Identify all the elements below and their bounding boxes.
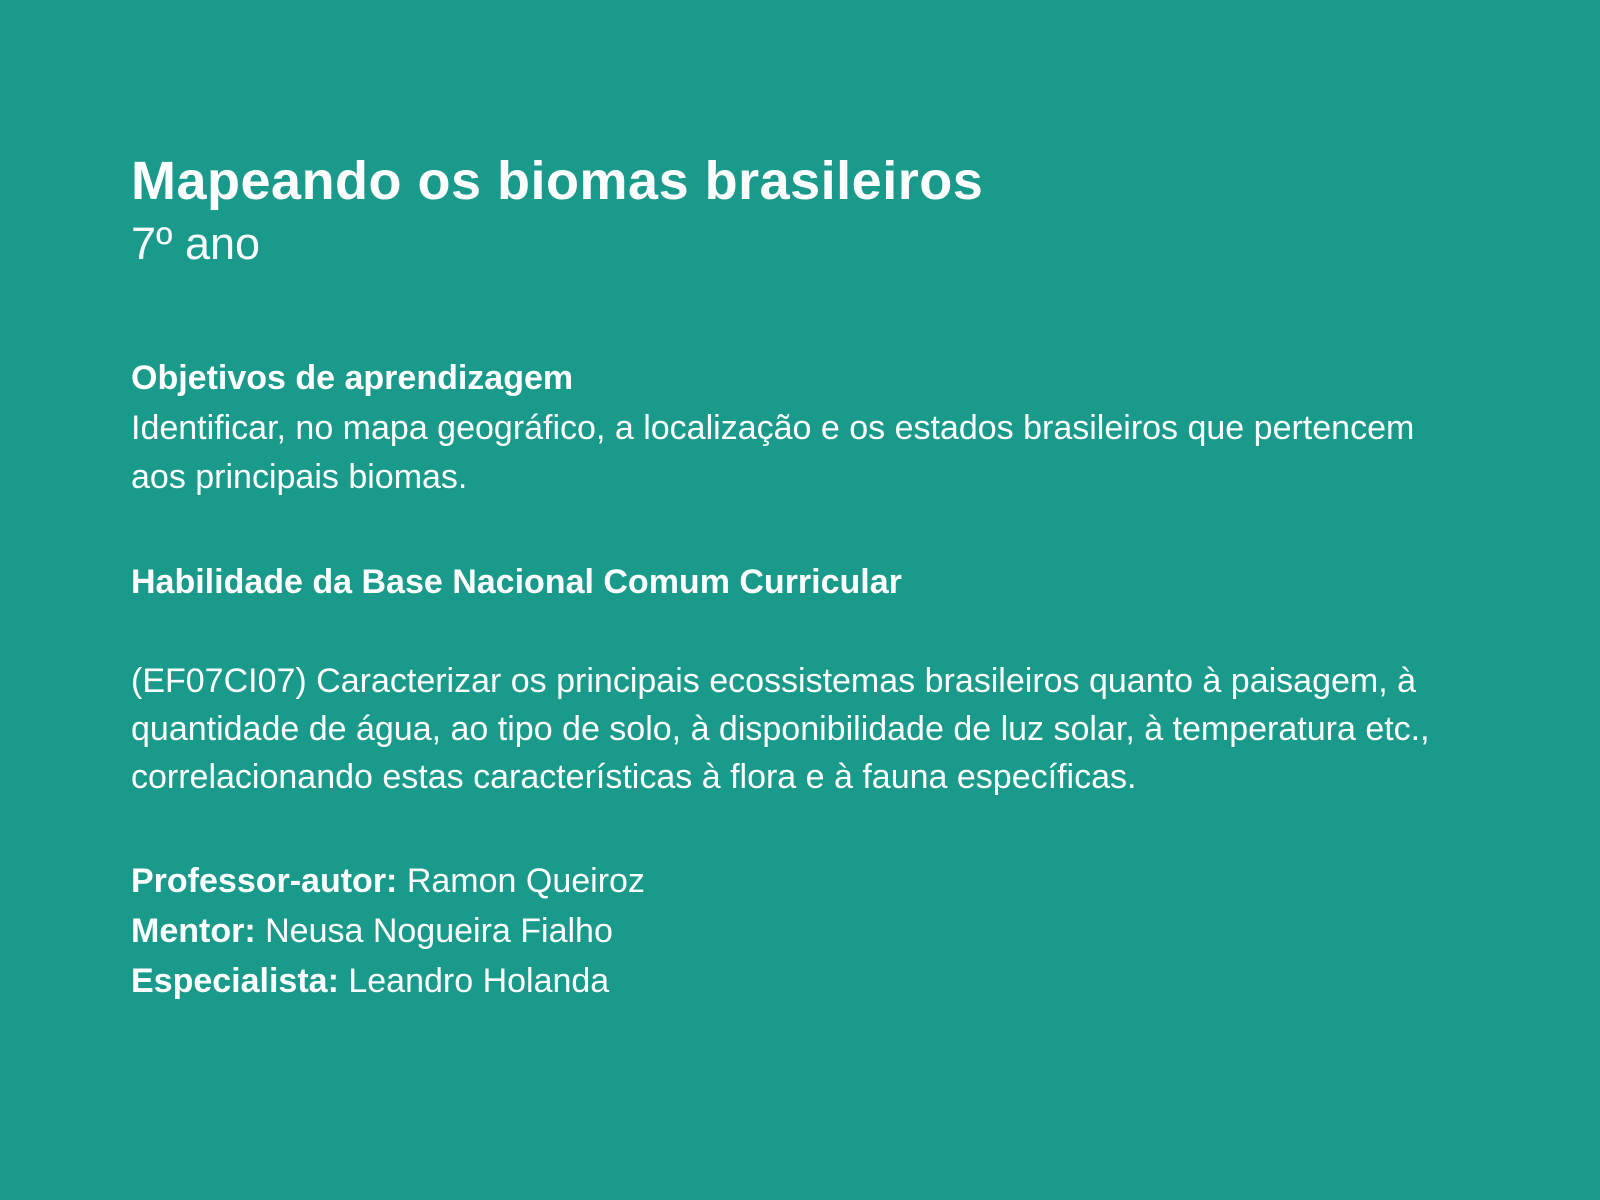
credit-especialista-label: Especialista:: [131, 962, 339, 1001]
bncc-skill-section: [131, 559, 1470, 801]
credit-professor-autor-value: Ramon Queiroz: [406, 862, 645, 901]
credit-professor-autor-label: Professor-autor:: [131, 862, 398, 901]
credits-block: [131, 857, 1470, 1007]
credit-mentor: [131, 907, 1470, 957]
credit-mentor-label: Mentor:: [131, 912, 256, 951]
learning-objectives-section: [131, 355, 1470, 501]
credit-professor-autor: [131, 857, 1470, 907]
credit-especialista-value: Leandro Holanda: [348, 962, 610, 1001]
bncc-skill-heading: Habilidade da Base Nacional Comum Curricular: [131, 562, 902, 601]
learning-objectives-body: Identificar, no mapa geográfico, a localização e os estados brasileiros que pertencem aos principais biomas.: [131, 409, 1415, 496]
slide-title: Mapeando os biomas brasileiros: [131, 151, 984, 211]
grade-subtitle: 7º ano: [131, 218, 261, 270]
credit-especialista: [131, 957, 1470, 1007]
learning-objectives-heading: Objetivos de aprendizagem: [131, 358, 574, 397]
bncc-skill-body: (EF07CI07) Caracterizar os principais ecossistemas brasileiros quanto à paisagem, à quantidade de água, ao tipo de solo, à disponibilidade de luz solar, à temperatura etc., correlacionando estas características à flora e à fauna específicas.: [131, 661, 1430, 797]
credit-mentor-value: Neusa Nogueira Fialho: [265, 912, 613, 951]
